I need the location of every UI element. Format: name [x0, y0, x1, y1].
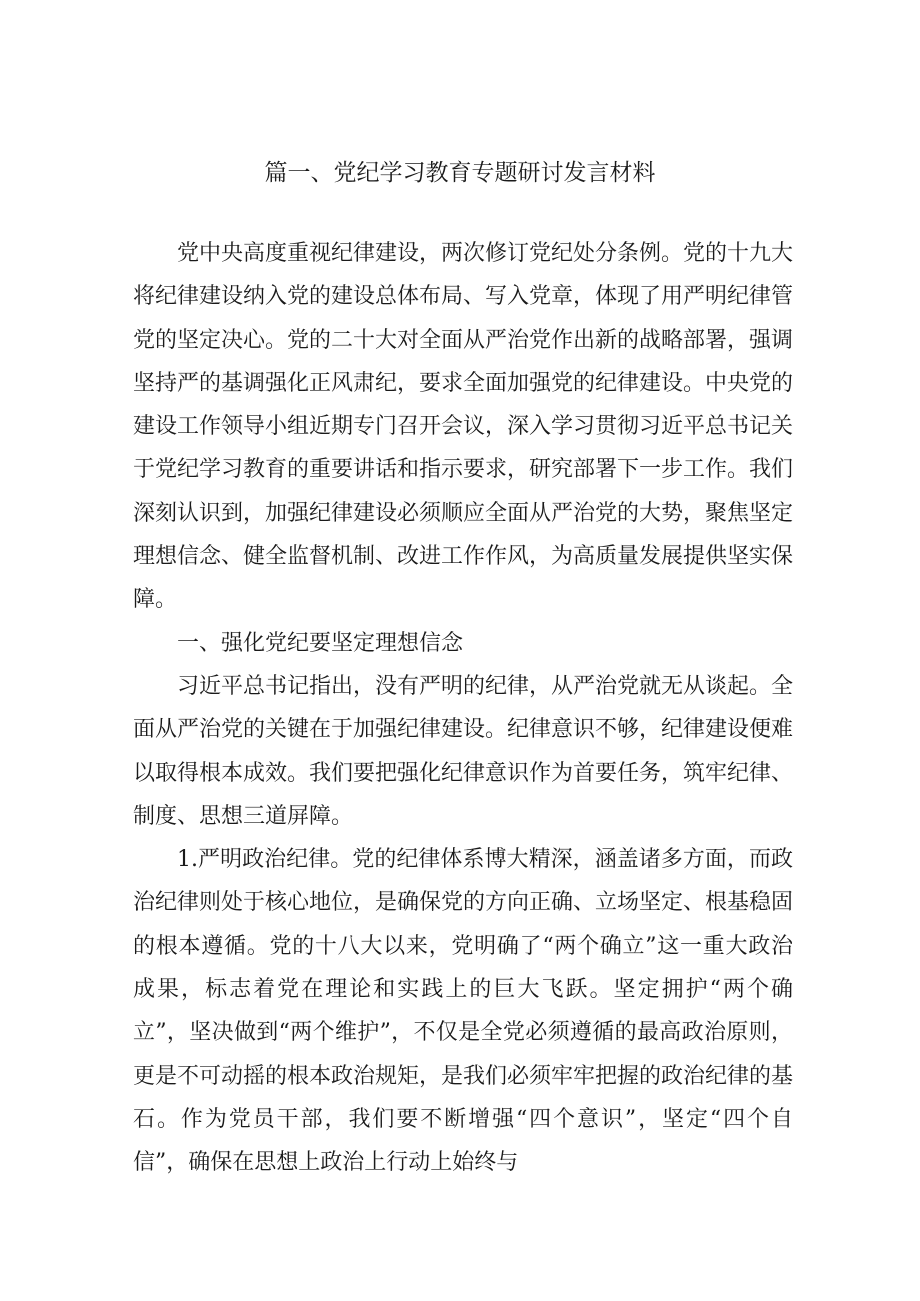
section-heading-1: 一、强化党纪要坚定理想信念 [177, 630, 464, 656]
paragraph-intro: 党中央高度重视纪律建设，两次修订党纪处分条例。党的十九大将纪律建设纳入党的建设总体布局、写入党章，体现了用严明纪律管党的坚定决心。党的二十大对全面从严治党作出新的战略部署，强调坚持严的基调强化正风肃纪，要求全面加强党的纪律建设。中央党的建设工作领导小组近期专门召开会议，深入学习贯彻习近平总书记关于党纪学习教育的重要讲话和指示要求，研究部署下一步工作。我们深刻认识到，加强纪律建设必须顺应全面从严治党的大势，聚焦坚定理想信念、健全监督机制、改进工作作风，为高质量发展提供坚实保障。 [133, 241, 794, 613]
document-title: 篇一、党纪学习教育专题研讨发言材料 [264, 160, 656, 186]
document-body [133, 232, 793, 1185]
paragraph-political-discipline: 1.严明政治纪律。党的纪律体系博大精深，涵盖诸多方面，而政治纪律则处于核心地位，是确保党的方向正确、立场坚定、根基稳固的根本遵循。党的十八大以来，党明确了“两个确立”这一重大政治成果，标志着党在理论和实践上的巨大飞跃。坚定拥护“两个确立”，坚决做到“两个维护”，不仅是全党必须遵循的最高政治原则，更是不可动摇的根本政治规矩，是我们必须牢牢把握的政治纪律的基石。作为党员干部，我们要不断增强“四个意识”，坚定“四个自信”，确保在思想上政治上行动上始终与 [133, 847, 794, 1176]
paragraph-section-1: 习近平总书记指出，没有严明的纪律，从严治党就无从谈起。全面从严治党的关键在于加强纪律建设。纪律意识不够，纪律建设便难以取得根本成效。我们要把强化纪律意识作为首要任务，筑牢纪律、制度、思想三道屏障。 [133, 673, 794, 829]
